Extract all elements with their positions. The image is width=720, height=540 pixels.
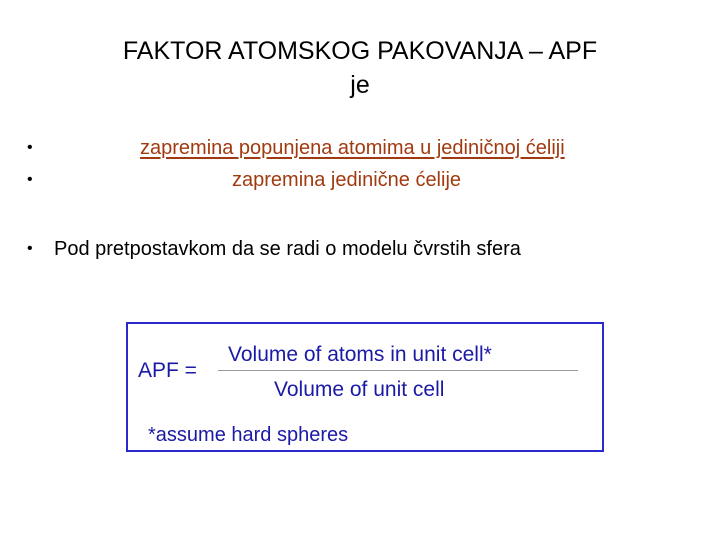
slide-title-line-1: FAKTOR ATOMSKOG PAKOVANJA – APF xyxy=(122,37,598,65)
formula-footnote: *assume hard spheres xyxy=(148,424,349,446)
slide-title-line-2: je xyxy=(350,71,370,99)
bullet-marker-numerator: • xyxy=(27,139,33,156)
fraction-denominator-text: zapremina jedinične ćelije xyxy=(232,169,462,191)
formula-fraction-line xyxy=(218,370,578,371)
slide-title xyxy=(0,34,720,102)
assumption-text: Pod pretpostavkom da se radi o modelu čvrstih sfera xyxy=(54,238,521,260)
formula-numerator: Volume of atoms in unit cell* xyxy=(228,343,492,366)
formula-denominator: Volume of unit cell xyxy=(274,378,445,401)
bullet-marker-assumption: • xyxy=(27,240,33,257)
apf-label: APF = xyxy=(138,359,197,382)
fraction-numerator-text: zapremina popunjena atomima u jediničnoj ćeliji xyxy=(140,137,565,159)
bullet-marker-denominator: • xyxy=(27,171,33,188)
apf-formula-box xyxy=(126,322,604,452)
